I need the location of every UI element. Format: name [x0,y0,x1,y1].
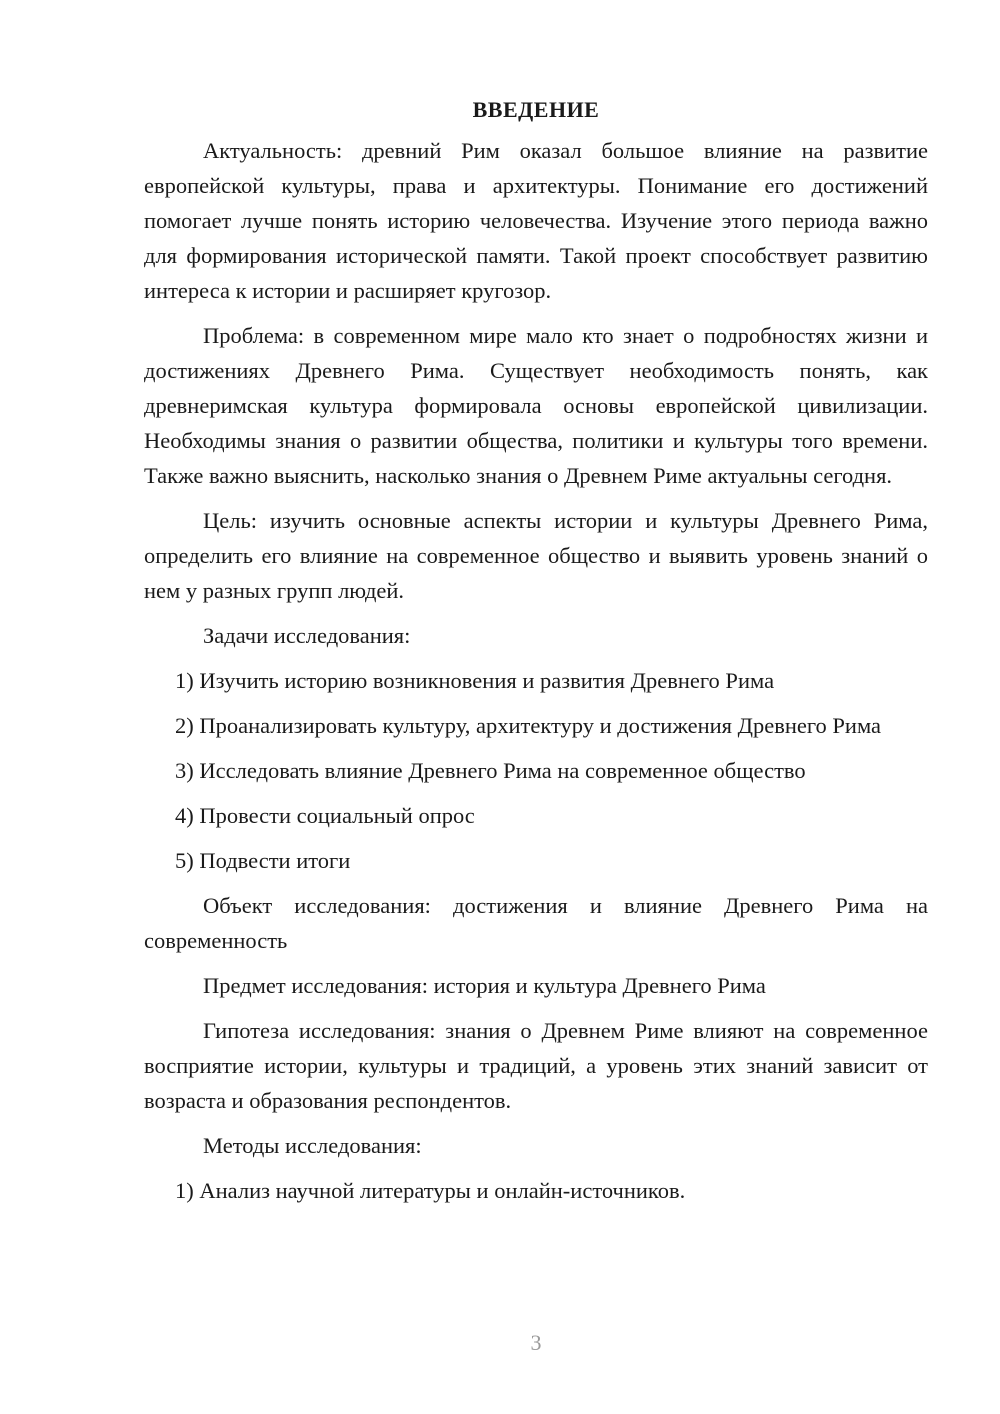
method-item: 1) Анализ научной литературы и онлайн-источников. [175,1178,686,1203]
methods-heading: Методы исследования: [203,1133,422,1158]
task-item: 2) Проанализировать культуру, архитектуру и достижения Древнего Рима [175,713,882,738]
problem-paragraph: Проблема: в современном мире мало кто знает о подробностях жизни и достижениях Древнего Рима. Существует необходимость понять, как древнеримская культура формировала основы европейской цивилизации. Необходимы знания о развитии общества, политики и культуры того времени. Также важно выяснить, насколько знания о Древнем Риме актуальны сегодня. [144,323,928,488]
research-object: Объект исследования: достижения и влияние Древнего Рима на современность [144,893,928,953]
task-item: 1) Изучить историю возникновения и развития Древнего Рима [175,668,775,693]
page-number: 3 [530,1330,542,1355]
research-subject: Предмет исследования: история и культура Древнего Рима [203,973,766,998]
research-hypothesis: Гипотеза исследования: знания о Древнем Риме влияют на современное восприятие истории, культуры и традиций, а уровень этих знаний зависит от возраста и образования респондентов. [144,1018,928,1113]
relevance-paragraph: Актуальность: древний Рим оказал большое влияние на развитие европейской культуры, права и архитектуры. Понимание его достижений помогает лучше понять историю человечества. Изучение этого периода важно для формирования исторической памяти. Такой проект способствует развитию интереса к истории и расширяет кругозор. [144,138,928,303]
task-item: 5) Подвести итоги [175,848,351,873]
task-item: 4) Провести социальный опрос [175,803,475,828]
tasks-heading: Задачи исследования: [203,623,411,648]
goal-paragraph: Цель: изучить основные аспекты истории и культуры Древнего Рима, определить его влияние на современное общество и выявить уровень знаний о нем у разных групп людей. [144,508,928,603]
section-title: ВВЕДЕНИЕ [472,97,600,122]
task-item: 3) Исследовать влияние Древнего Рима на современное общество [175,758,806,783]
page-content [144,95,928,1218]
